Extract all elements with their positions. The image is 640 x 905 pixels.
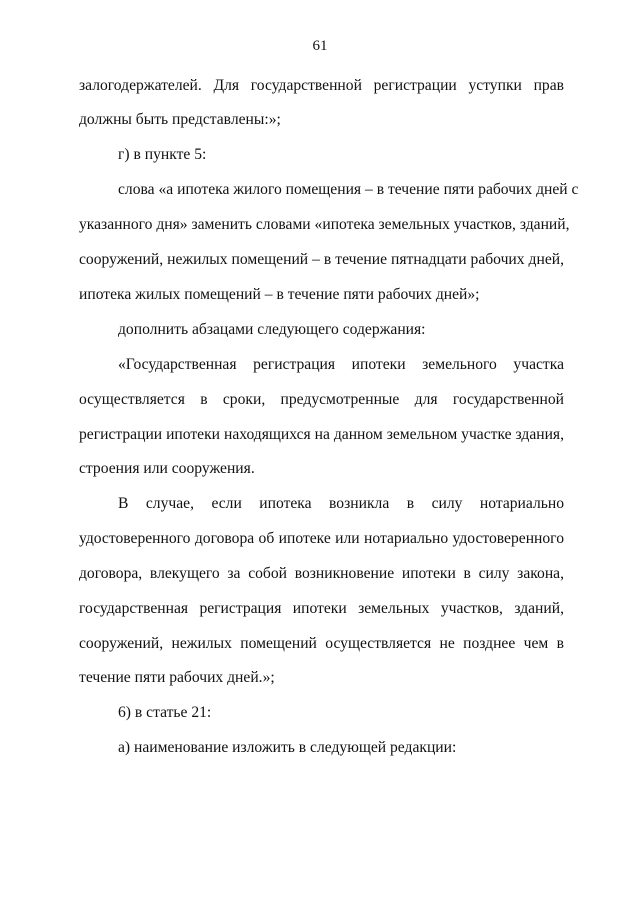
text-line: указанного дня» заменить словами «ипотека земельных участков, зданий, <box>79 216 570 233</box>
text-line: «Государственная регистрация ипотеки земельного участка <box>118 356 564 373</box>
text-line: договора, влекущего за собой возникновение ипотеки в силу закона, <box>79 565 564 582</box>
text-line: регистрации ипотеки находящихся на данном земельном участке здания, <box>79 426 564 443</box>
text-line: залогодержателей. Для государственной регистрации уступки прав <box>79 77 564 94</box>
text-line: дополнить абзацами следующего содержания: <box>118 321 426 338</box>
text-line: должны быть представлены:»; <box>79 111 281 128</box>
text-line: 6) в статье 21: <box>118 704 212 721</box>
text-line: г) в пункте 5: <box>118 146 207 163</box>
text-line: В случае, если ипотека возникла в силу нотариально <box>118 495 564 512</box>
text-line: а) наименование изложить в следующей редакции: <box>118 739 457 756</box>
text-line: удостоверенного договора об ипотеке или нотариально удостоверенного <box>79 530 564 547</box>
text-line: сооружений, нежилых помещений осуществляется не позднее чем в <box>79 635 564 652</box>
text-line: строения или сооружения. <box>79 460 255 477</box>
text-line: слова «а ипотека жилого помещения – в течение пяти рабочих дней с <box>118 181 579 198</box>
text-line: течение пяти рабочих дней.»; <box>79 669 275 686</box>
text-line: ипотека жилых помещений – в течение пяти рабочих дней»; <box>79 286 480 303</box>
page-number: 61 <box>312 38 328 54</box>
text-line: государственная регистрация ипотеки земельных участков, зданий, <box>79 600 564 617</box>
text-line: сооружений, нежилых помещений – в течение пятнадцати рабочих дней, <box>79 251 564 268</box>
text-line: осуществляется в сроки, предусмотренные для государственной <box>79 391 564 408</box>
